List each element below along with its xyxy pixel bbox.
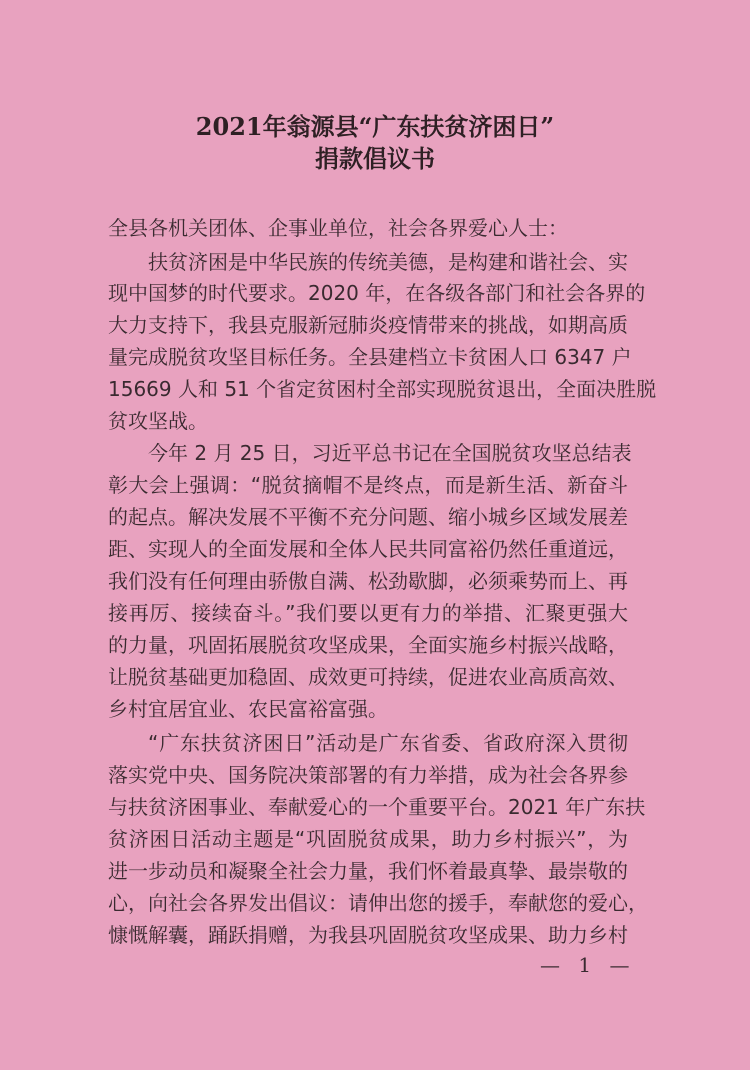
document-title-line1: 2021年翁源县“广东扶贫济困日”: [195, 112, 555, 141]
page-number: — 1 —: [540, 953, 636, 977]
text-line: 落实党中央、国务院决策部署的有力举措，成为社会各界参: [108, 763, 628, 787]
text-line: 我们没有任何理由骄傲自满、松劲歇脚，必须乘势而上、再: [108, 569, 628, 593]
text-line: “广东扶贫济困日”活动是广东省委、省政府深入贯彻: [148, 731, 628, 755]
text-line: 乡村宜居宜业、农民富裕富强。: [108, 697, 388, 721]
text-line: 与扶贫济困事业、奉献爱心的一个重要平台。2021 年广东扶: [108, 795, 646, 819]
text-line: 距、实现人的全面发展和全体人民共同富裕仍然任重道远，: [108, 537, 628, 561]
text-line: 现中国梦的时代要求。2020 年，在各级各部门和社会各界的: [108, 281, 646, 305]
text-line: 让脱贫基础更加稳固、成效更可持续，促进农业高质高效、: [108, 665, 628, 689]
text-line: 接再厉、接续奋斗。”我们要以更有力的举措、汇聚更强大: [108, 601, 628, 625]
text-line: 彰大会上强调：“脱贫摘帽不是终点，而是新生活、新奋斗: [108, 473, 628, 497]
text-line: 贫攻坚战。: [108, 409, 208, 433]
text-line: 慷慨解囊，踊跃捐赠，为我县巩固脱贫攻坚成果、助力乡村: [108, 923, 628, 947]
text-line: 今年 2 月 25 日，习近平总书记在全国脱贫攻坚总结表: [148, 441, 632, 465]
salutation: 全县各机关团体、企事业单位，社会各界爱心人士：: [108, 216, 568, 240]
text-line: 扶贫济困是中华民族的传统美德，是构建和谐社会、实: [148, 250, 628, 274]
text-line: 15669 人和 51 个省定贫困村全部实现脱贫退出，全面决胜脱: [108, 377, 657, 401]
text-line: 量完成脱贫攻坚目标任务。全县建档立卡贫困人口 6347 户: [108, 345, 632, 369]
text-line: 贫济困日活动主题是“巩固脱贫成果，助力乡村振兴”，为: [108, 827, 628, 851]
text-line: 的力量，巩固拓展脱贫攻坚成果，全面实施乡村振兴战略，: [108, 633, 628, 657]
text-line: 的起点。解决发展不平衡不充分问题、缩小城乡区域发展差: [108, 505, 628, 529]
text-line: 大力支持下，我县克服新冠肺炎疫情带来的挑战，如期高质: [108, 313, 628, 337]
document-title-line2: 捐款倡议书: [315, 144, 435, 173]
text-line: 进一步动员和凝聚全社会力量，我们怀着最真挚、最崇敬的: [108, 859, 628, 883]
text-line: 心，向社会各界发出倡议：请伸出您的援手，奉献您的爱心，: [108, 891, 648, 915]
